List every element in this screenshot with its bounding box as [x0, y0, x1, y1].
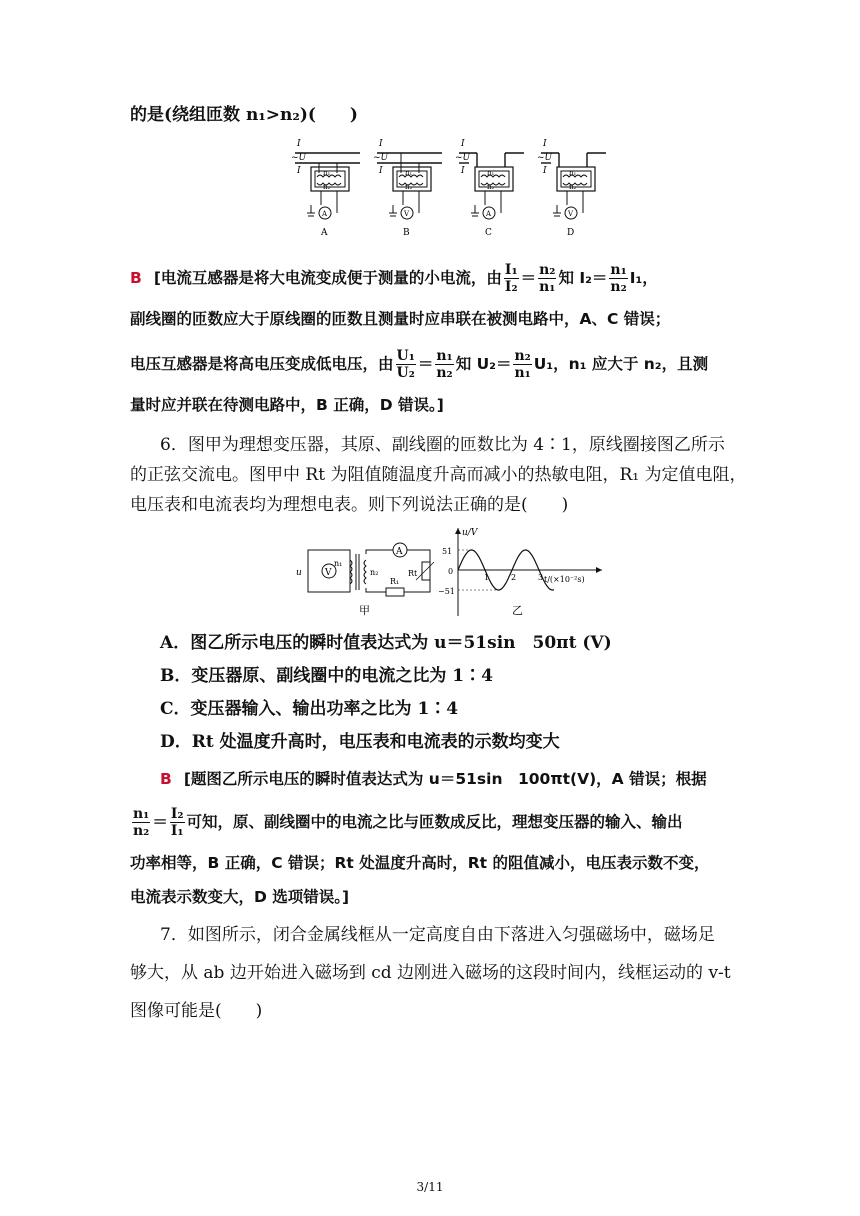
- option-c: C．变压器输入、输出功率之比为 1∶4: [160, 699, 459, 719]
- question-7-line-3: 图像可能是( ): [130, 1001, 263, 1021]
- voltage-u-label: u: [296, 568, 302, 578]
- option-b-label: B: [403, 228, 410, 238]
- fraction: $\frac{\text{n₂}}{\text{n₁}}$: [539, 262, 556, 295]
- x-axis-label: t/(×10⁻²s): [544, 575, 585, 584]
- voltage-label: ~U: [373, 153, 389, 163]
- current-label: I: [543, 166, 547, 176]
- question-7-line-1: 7．如图所示，闭合金属线框从一定高度自由下落进入匀强磁场中，磁场足: [160, 925, 715, 945]
- transformer-options-figure: [285, 133, 615, 243]
- fraction: $\frac{\text{n₁}}{\text{n₂}}$: [133, 806, 150, 839]
- option-a-label: A: [321, 228, 328, 238]
- question-6-line-3: 电压表和电流表均为理想电表。则下列说法正确的是( ): [130, 495, 569, 515]
- n1-label: n₁: [323, 169, 331, 177]
- answer-badge: B: [160, 770, 172, 788]
- text: ＝: [417, 355, 434, 373]
- solution-6-line-3: 功率相等，B 正确，C 错误；Rt 处温度升高时，Rt 的阻值减小，电压表示数不变，: [130, 854, 710, 872]
- solution-5-line-3: [130, 348, 708, 381]
- current-label: I: [297, 166, 301, 176]
- text: [电流互感器是将大电流变成便于测量的小电流，由: [153, 269, 502, 287]
- x-tick: 1: [484, 573, 490, 582]
- text: I₁，: [629, 269, 658, 287]
- solution-6-line-1: [160, 768, 707, 790]
- n2-label: n₂: [487, 183, 495, 191]
- n1-label: n₁: [487, 169, 495, 177]
- n2-label: n₂: [405, 183, 413, 191]
- option-d-label: D: [567, 228, 575, 238]
- text: 知 I₂＝: [558, 269, 608, 287]
- figure-yi-sine-graph: [432, 524, 612, 620]
- current-label: I: [379, 166, 383, 176]
- text: 可知，原、副线圈中的电流之比与匝数成反比，理想变压器的输入、输出: [186, 813, 683, 831]
- current-label: I: [543, 139, 547, 149]
- solution-5-line-4: 量时应并联在待测电路中，B 正确，D 错误。]: [130, 396, 444, 414]
- current-label: I: [461, 166, 465, 176]
- y-tick-zero: 0: [448, 567, 454, 576]
- y-tick-bottom: −51: [438, 587, 455, 596]
- y-tick-top: 51: [442, 547, 453, 556]
- voltmeter-symbol: V: [568, 210, 574, 218]
- current-label: I: [461, 139, 465, 149]
- ammeter-symbol: A: [396, 547, 403, 557]
- option-a: A．图乙所示电压的瞬时值表达式为 u＝51sin 50πt (V): [160, 633, 612, 653]
- question-5-tail: 的是(绕组匝数 n₁>n₂)( ): [130, 105, 358, 125]
- text: 知 U₂＝: [455, 355, 512, 373]
- voltage-label: ~U: [455, 153, 471, 163]
- figure-yi-caption: 乙: [512, 604, 523, 617]
- voltmeter-symbol: V: [404, 210, 410, 218]
- solution-5-line-2: 副线圈的匝数应大于原线圈的匝数且测量时应串联在被测电路中，A、C 错误；: [130, 310, 671, 328]
- fraction: $\frac{\text{n₁}}{\text{n₂}}$: [436, 348, 453, 381]
- r1-label: R₁: [390, 577, 400, 586]
- voltage-label: ~U: [537, 153, 553, 163]
- question-7-line-2: 够大，从 ab 边开始进入磁场到 cd 边刚进入磁场的这段时间内，线框运动的 v-t: [130, 963, 731, 983]
- current-label: I: [297, 139, 301, 149]
- answer-badge: B: [130, 269, 142, 287]
- option-d: D．Rt 处温度升高时，电压表和电流表的示数均变大: [160, 732, 560, 752]
- option-c-label: C: [485, 228, 492, 238]
- n1-label: n₁: [569, 169, 577, 177]
- n1-label: n₁: [334, 559, 343, 568]
- text: [题图乙所示电压的瞬时值表达式为 u＝51sin 100πt(V)，A 错误；根据: [183, 770, 707, 788]
- voltage-label: ~U: [291, 153, 307, 163]
- text: ＝: [152, 813, 168, 831]
- voltmeter-symbol: V: [325, 568, 332, 578]
- text: U₁，n₁ 应大于 n₂，且测: [533, 355, 709, 373]
- x-tick: 3: [538, 573, 544, 582]
- n2-label: n₂: [569, 183, 577, 191]
- fraction: $\frac{\text{I₂}}{\text{I₁}}$: [170, 806, 184, 839]
- n2-label: n₂: [323, 183, 331, 191]
- solution-5-line-1: [130, 262, 658, 295]
- fraction: $\frac{\text{n₂}}{\text{n₁}}$: [514, 348, 531, 381]
- x-tick: 2: [511, 573, 517, 582]
- n2-label: n₂: [370, 568, 379, 577]
- question-6-line-2: 的正弦交流电。图甲中 Rt 为阻值随温度升高而减小的热敏电阻，R₁ 为定值电阻，: [130, 465, 747, 485]
- fraction: $\frac{\text{n₁}}{\text{n₂}}$: [610, 262, 627, 295]
- rt-label: Rt: [408, 569, 418, 578]
- page-number: 3/11: [416, 1180, 444, 1194]
- ammeter-symbol: A: [486, 210, 492, 218]
- fraction: $\frac{\text{U₁}}{\text{U₂}}$: [396, 348, 415, 381]
- y-axis-label: u/V: [462, 528, 478, 538]
- fraction: $\frac{\text{I₁}}{\text{I₂}}$: [504, 262, 518, 295]
- figure-jia-caption: 甲: [359, 604, 370, 617]
- solution-6-line-4: 电流表示数变大，D 选项错误。]: [130, 888, 350, 906]
- text: 电压互感器是将高电压变成低电压，由: [130, 355, 394, 373]
- question-6-line-1: 6．图甲为理想变压器，其原、副线圈的匝数比为 4∶1，原线圈接图乙所示: [160, 435, 725, 455]
- text: ＝: [520, 269, 537, 287]
- current-label: I: [379, 139, 383, 149]
- ammeter-symbol: A: [322, 210, 328, 218]
- option-b: B．变压器原、副线圈中的电流之比为 1∶4: [160, 666, 493, 686]
- solution-6-line-2: [130, 806, 683, 839]
- n1-label: n₁: [405, 169, 413, 177]
- figure-jia-circuit: [290, 540, 440, 620]
